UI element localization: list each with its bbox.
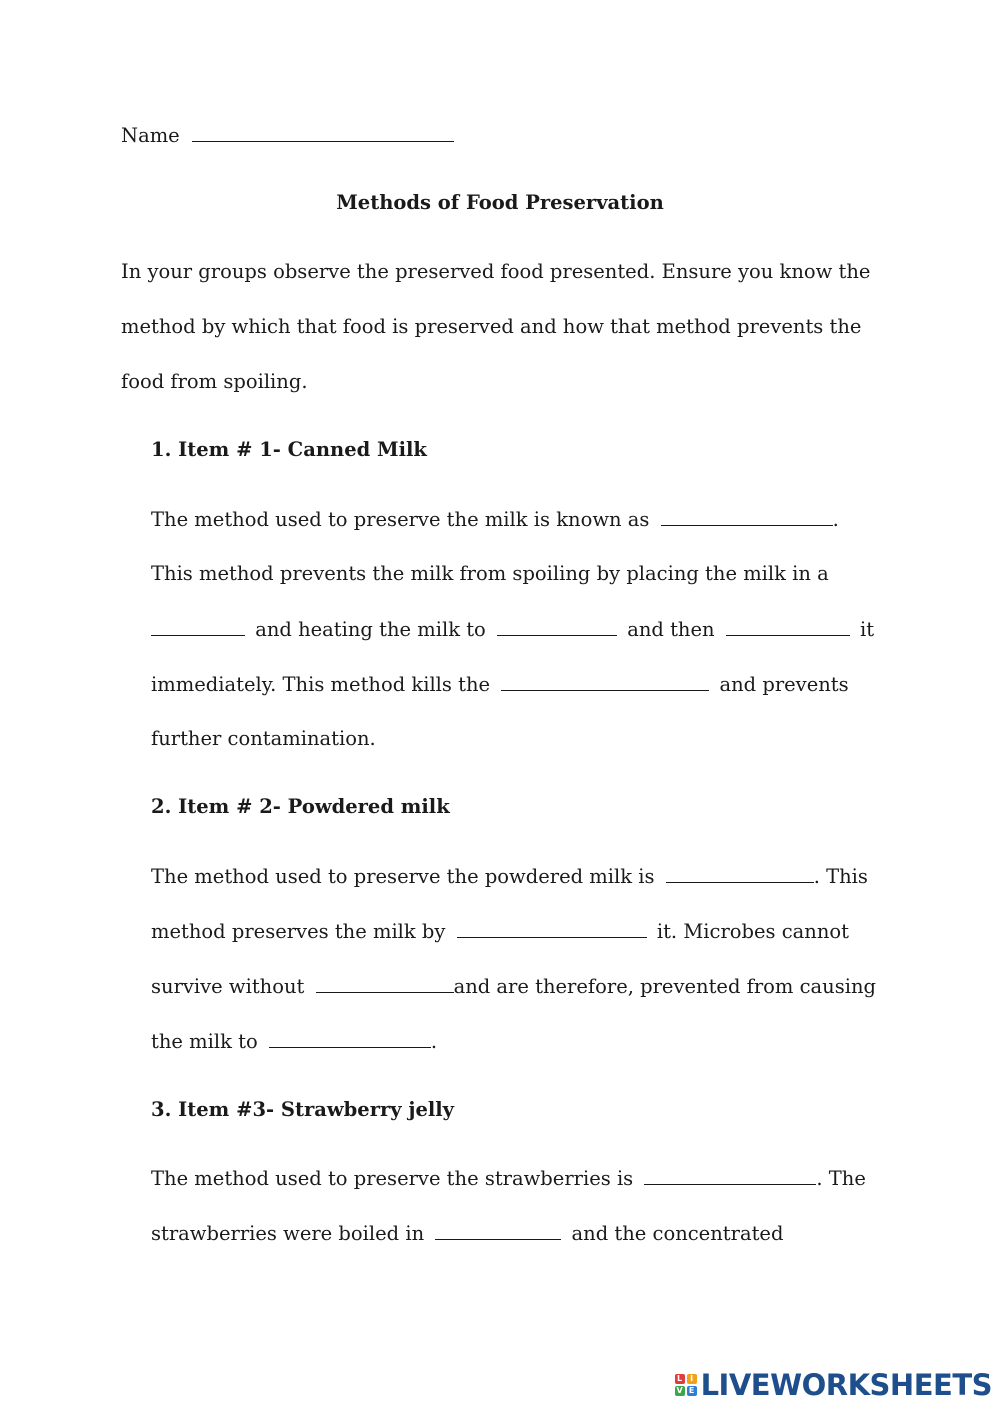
item1-kills-blank[interactable] bbox=[501, 671, 709, 691]
item1-text: and prevents bbox=[719, 673, 849, 696]
item1-text: and heating the milk to bbox=[255, 618, 486, 641]
item3-line-1 bbox=[151, 1165, 866, 1192]
item1-text: . bbox=[832, 508, 839, 531]
item3-text: strawberries were boiled in bbox=[151, 1222, 425, 1245]
item1-line-4 bbox=[151, 671, 849, 698]
intro-line-3: food from spoiling. bbox=[121, 370, 308, 393]
item2-process-blank[interactable] bbox=[457, 918, 647, 938]
item1-line-2: This method prevents the milk from spoiling by placing the milk in a bbox=[151, 562, 829, 585]
item2-text: . This bbox=[813, 865, 868, 888]
item3-text: The method used to preserve the strawberries is bbox=[151, 1167, 634, 1190]
item1-line-3 bbox=[151, 616, 874, 643]
item1-text: it bbox=[859, 618, 875, 641]
item3-heading: 3. Item #3- Strawberry jelly bbox=[151, 1098, 454, 1121]
logo-letter: I bbox=[687, 1374, 697, 1384]
item2-text: The method used to preserve the powdered milk is bbox=[151, 865, 655, 888]
logo-mark-icon bbox=[675, 1374, 697, 1396]
item1-text: The method used to preserve the milk is known as bbox=[151, 508, 650, 531]
item2-line-1 bbox=[151, 863, 868, 890]
item2-method-blank[interactable] bbox=[666, 863, 814, 883]
item2-line-3 bbox=[151, 973, 876, 1000]
item3-line-2 bbox=[151, 1220, 783, 1247]
item2-text: . bbox=[430, 1030, 438, 1053]
logo-letter: V bbox=[676, 1386, 683, 1395]
name-line bbox=[121, 122, 454, 149]
item1-text: immediately. This method kills the bbox=[151, 673, 491, 696]
item2-result-blank[interactable] bbox=[269, 1028, 431, 1048]
item1-action-blank[interactable] bbox=[726, 616, 850, 636]
name-label: Name bbox=[121, 124, 180, 147]
intro-line-1: In your groups observe the preserved food presented. Ensure you know the bbox=[121, 260, 871, 283]
item1-line-1 bbox=[151, 506, 839, 533]
item3-text: and the concentrated bbox=[571, 1222, 784, 1245]
item1-container-blank[interactable] bbox=[151, 616, 245, 636]
item3-boil-blank[interactable] bbox=[435, 1220, 561, 1240]
logo-text: LIVEWORKSHEETS bbox=[700, 1368, 992, 1402]
item2-text: and are therefore, prevented from causing bbox=[453, 975, 877, 998]
liveworksheets-logo bbox=[675, 1365, 992, 1405]
item1-temperature-blank[interactable] bbox=[497, 616, 617, 636]
item2-heading: 2. Item # 2- Powdered milk bbox=[151, 795, 450, 818]
item1-heading: 1. Item # 1- Canned Milk bbox=[151, 438, 427, 461]
item3-method-blank[interactable] bbox=[644, 1165, 816, 1185]
item2-line-4 bbox=[151, 1028, 437, 1055]
item2-line-2 bbox=[151, 918, 849, 945]
item1-text: and then bbox=[627, 618, 715, 641]
item1-method-blank[interactable] bbox=[661, 506, 833, 526]
logo-letter: E bbox=[687, 1386, 697, 1396]
item2-need-blank[interactable] bbox=[316, 973, 454, 993]
page-title: Methods of Food Preservation bbox=[336, 191, 664, 214]
item2-text: the milk to bbox=[151, 1030, 258, 1053]
item2-text: it. Microbes cannot bbox=[656, 920, 849, 943]
logo-letter: L bbox=[675, 1374, 685, 1384]
item2-text: method preserves the milk by bbox=[151, 920, 446, 943]
item2-text: survive without bbox=[151, 975, 305, 998]
item1-line-5: further contamination. bbox=[151, 727, 376, 750]
name-field[interactable] bbox=[192, 122, 454, 142]
item3-text: . The bbox=[816, 1167, 866, 1190]
intro-line-2: method by which that food is preserved and how that method prevents the bbox=[121, 315, 862, 338]
